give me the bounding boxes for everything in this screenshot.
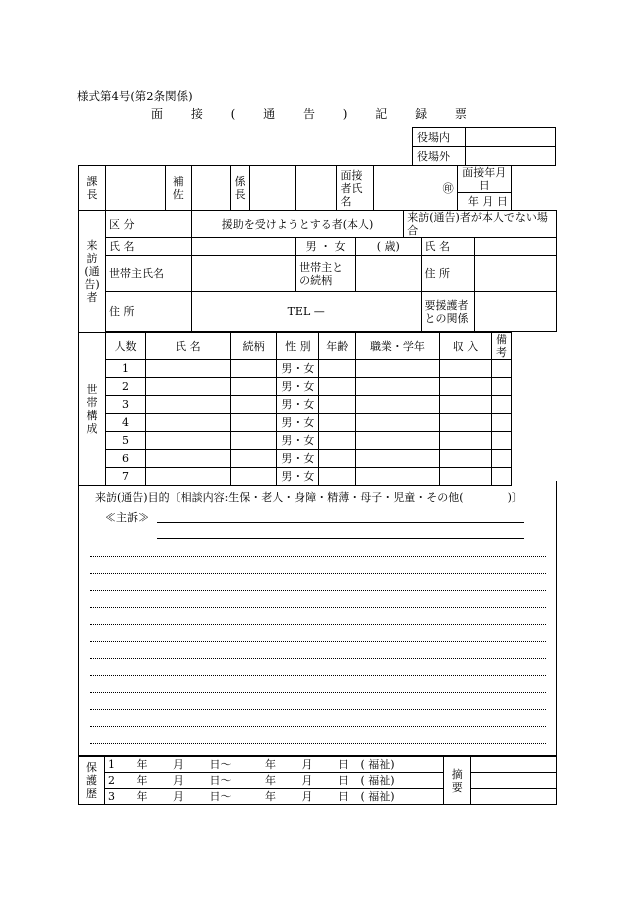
household-row-num: 7 [105,468,145,486]
kakari-field-2[interactable] [296,166,337,211]
office-outside-label: 役場外 [413,147,466,166]
office-location-table [412,127,556,166]
relation-householder-label: 世帯主との続柄 [296,256,356,292]
household-relation-cell[interactable] [230,432,277,450]
form-id: 様式第4号(第2条関係) [77,89,193,103]
household-header-income: 収 入 [439,333,491,360]
household-sex-cell[interactable]: 男・女 [277,414,319,432]
history-year: 年 [136,758,148,771]
history-row-num: 3 [107,790,115,803]
history-day2: 日 [337,790,349,803]
household-header-sex: 性 別 [277,333,319,360]
household-sex-cell[interactable]: 男・女 [277,468,319,486]
address-label: 住 所 [105,292,191,332]
household-row-num: 2 [105,378,145,396]
householder-label: 世帯主氏名 [105,256,191,292]
history-year2: 年 [264,774,276,787]
notes-line[interactable] [90,607,546,608]
history-fukushi: ( 福祉) [360,758,395,771]
household-remarks-cell[interactable] [492,414,512,432]
notes-line[interactable] [90,658,546,659]
protection-history-table [78,756,557,805]
history-month2: 月 [301,758,313,771]
notes-line[interactable] [90,709,546,710]
notes-line[interactable] [90,675,546,676]
household-job-cell[interactable] [356,450,440,468]
householder-field[interactable] [191,256,295,292]
interviewer-seal[interactable]: ㊞ [374,166,458,211]
notes-line[interactable] [90,641,546,642]
history-day: 日〜 [209,774,232,787]
household-row-num: 3 [105,396,145,414]
household-row-num: 1 [105,360,145,378]
household-header-count: 人数 [105,333,145,360]
household-age-cell[interactable] [319,432,356,450]
visitor-section-label: 来訪(通告)者 [79,211,106,333]
household-income-cell[interactable] [439,432,491,450]
household-sex-cell[interactable]: 男・女 [277,360,319,378]
history-fukushi: ( 福祉) [360,790,395,803]
household-section-label: 世帯構成 [79,333,106,486]
sex-choice[interactable]: 男 ・ 女 [296,238,356,256]
household-job-cell[interactable] [356,360,440,378]
office-inside-field[interactable] [466,128,556,147]
address2-label: 住 所 [421,256,475,292]
kakari-label: 係長 [230,166,250,211]
notes-line[interactable] [90,624,546,625]
household-name-cell[interactable] [146,360,231,378]
history-month: 月 [172,774,184,787]
office-outside-field[interactable] [466,147,556,166]
age-field[interactable]: ( 歳) [356,238,421,256]
notes-line[interactable] [90,590,546,591]
household-income-cell[interactable] [439,396,491,414]
self-label: 援助を受けようとする者(本人) [191,211,403,238]
notes-line[interactable] [90,692,546,693]
hosa-label: 補佐 [165,166,191,211]
household-sex-cell[interactable]: 男・女 [277,396,319,414]
kacho-field[interactable] [105,166,165,211]
name2-field[interactable] [475,238,557,256]
history-row[interactable] [104,789,443,805]
remarks-field[interactable] [471,789,557,805]
history-day: 日〜 [209,790,232,803]
name2-label: 氏 名 [421,238,475,256]
notes-line[interactable] [90,573,546,574]
household-job-cell[interactable] [356,378,440,396]
household-remarks-cell[interactable] [492,450,512,468]
complaint-line-2[interactable] [157,538,524,539]
household-relation-cell[interactable] [230,396,277,414]
household-age-cell[interactable] [319,378,356,396]
household-income-cell[interactable] [439,378,491,396]
household-header-remarks: 備 考 [492,333,512,360]
household-relation-cell[interactable] [230,414,277,432]
history-year: 年 [136,774,148,787]
household-header-age: 年齢 [319,333,356,360]
not-self-label: 来訪(通告)者が本人でない場合 [404,211,557,238]
address2-field[interactable] [475,256,557,292]
household-remarks-cell[interactable] [492,432,512,450]
history-section-label: 保護歴 [79,757,105,805]
name-label: 氏 名 [105,238,191,256]
relation-protected-label: 要援護者との関係 [421,292,475,332]
household-row-num: 5 [105,432,145,450]
tel-field[interactable]: TEL — [191,292,421,332]
history-year2: 年 [264,758,276,771]
relation-protected-field[interactable] [475,292,557,332]
household-name-cell[interactable] [146,450,231,468]
household-sex-cell[interactable]: 男・女 [277,378,319,396]
history-row[interactable] [104,773,443,789]
complaint-label: ≪主訴≫ [105,511,149,524]
notes-line[interactable] [90,743,546,744]
history-day2: 日 [337,774,349,787]
history-year: 年 [136,790,148,803]
remarks-field[interactable] [471,757,557,773]
household-job-cell[interactable] [356,432,440,450]
household-name-cell[interactable] [146,396,231,414]
interview-date-label: 面接年月日 [457,166,511,193]
name-field[interactable] [191,238,295,256]
form-title: 面 接 ( 通 告 ) 記 録 票 [151,107,479,121]
remarks-field[interactable] [471,773,557,789]
household-row-num: 4 [105,414,145,432]
main-table [78,165,557,486]
household-job-cell[interactable] [356,396,440,414]
history-row-num: 2 [107,774,115,787]
hosa-field[interactable] [191,166,230,211]
household-income-cell[interactable] [439,360,491,378]
household-age-cell[interactable] [319,360,356,378]
household-income-cell[interactable] [439,450,491,468]
interview-date-field[interactable]: 年 月 日 [457,193,511,211]
household-relation-cell[interactable] [230,360,277,378]
history-row-num: 1 [107,758,115,771]
household-sex-cell[interactable]: 男・女 [277,450,319,468]
history-day2: 日 [337,758,349,771]
relation-householder-field[interactable] [356,256,421,292]
household-name-cell[interactable] [146,432,231,450]
history-year2: 年 [264,790,276,803]
household-remarks-cell[interactable] [492,378,512,396]
history-month: 月 [172,758,184,771]
interviewer-label: 面接者氏名 [337,166,374,211]
purpose-line: 来訪(通告)目的〔相談内容:生保・老人・身障・精薄・母子・児童・その他( )〕 [95,491,523,504]
history-fukushi: ( 福祉) [360,774,395,787]
household-sex-cell[interactable]: 男・女 [277,432,319,450]
household-relation-cell[interactable] [230,378,277,396]
complaint-line-1[interactable] [157,522,524,523]
household-income-cell[interactable] [439,414,491,432]
history-day: 日〜 [209,758,232,771]
household-age-cell[interactable] [319,396,356,414]
household-header-relation: 続柄 [230,333,277,360]
history-month2: 月 [301,790,313,803]
kakari-field-1[interactable] [250,166,296,211]
household-name-cell[interactable] [146,378,231,396]
household-header-job: 職業・学年 [356,333,440,360]
kacho-label: 課長 [79,166,106,211]
household-remarks-cell[interactable] [492,396,512,414]
history-row[interactable] [104,757,443,773]
notes-line[interactable] [90,726,546,727]
household-name-cell[interactable] [146,414,231,432]
household-remarks-cell[interactable] [492,360,512,378]
remarks-label: 摘要 [444,757,471,805]
kubun-label: 区 分 [105,211,191,238]
household-age-cell[interactable] [319,450,356,468]
household-row-num: 6 [105,450,145,468]
household-age-cell[interactable] [319,414,356,432]
notes-line[interactable] [90,556,546,557]
history-month2: 月 [301,774,313,787]
household-relation-cell[interactable] [230,450,277,468]
household-job-cell[interactable] [356,414,440,432]
history-month: 月 [172,790,184,803]
household-header-name: 氏 名 [146,333,231,360]
office-inside-label: 役場内 [413,128,466,147]
